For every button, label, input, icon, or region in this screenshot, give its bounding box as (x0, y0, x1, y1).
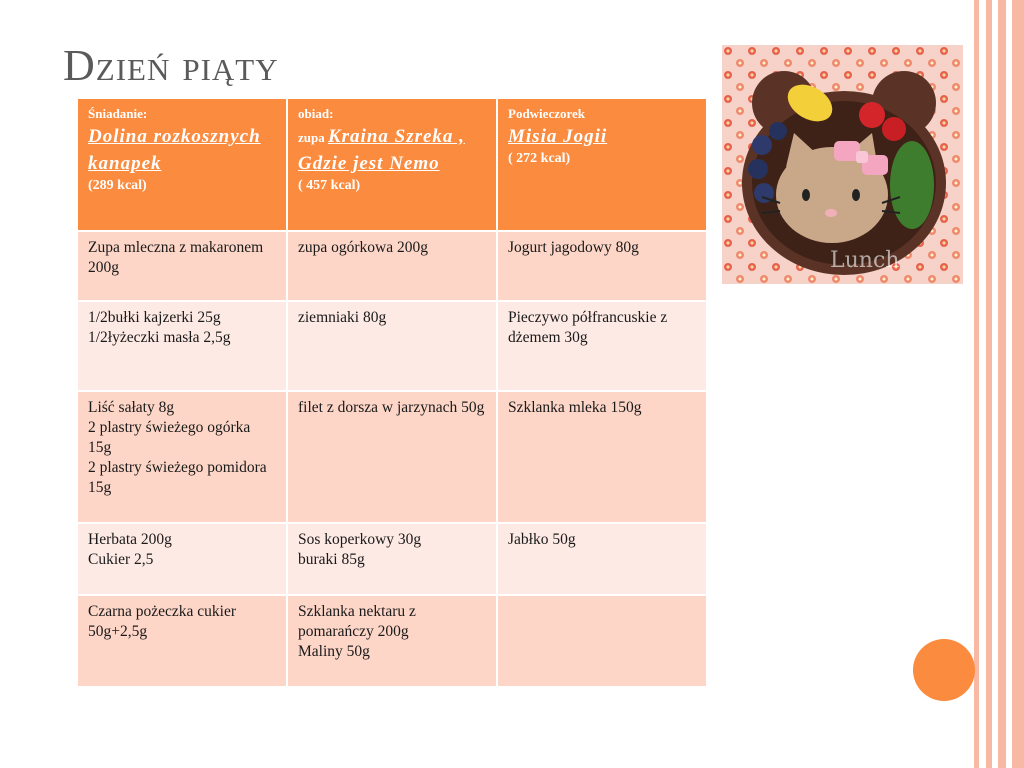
cell-line: Szklanka nektaru z pomarańczy 200g (298, 603, 416, 640)
table-cell (287, 231, 497, 301)
cell-line: Herbata 200g (88, 531, 172, 548)
decorative-stripes (974, 0, 1024, 768)
breakfast-link[interactable]: Dolina rozkosznych kanapek (88, 126, 261, 174)
snack-link[interactable]: Misia Jogii (508, 126, 608, 147)
table-row (77, 523, 707, 595)
table-cell (287, 301, 497, 391)
cell-line: Czarna pożeczka cukier 50g+2,5g (88, 603, 237, 640)
table-cell (497, 523, 707, 595)
cell-line: zupa ogórkowa 200g (298, 239, 428, 256)
header-kcal: ( 457 kcal) (298, 178, 361, 193)
decorative-circle (913, 639, 975, 701)
cell-line: Cukier 2,5 (88, 551, 154, 568)
cell-line: Sos koperkowy 30g (298, 531, 422, 548)
cell-line: buraki 85g (298, 551, 365, 568)
header-breakfast (77, 98, 287, 231)
table-cell (287, 523, 497, 595)
page-title: Dzień piąty (63, 41, 279, 90)
header-kcal: (289 kcal) (88, 178, 147, 193)
bento-photo (722, 45, 963, 284)
cell-line: 1/2bułki kajzerki 25g (88, 309, 221, 326)
table-row (77, 595, 707, 687)
cell-line: Pieczywo półfrancuskie z dżemem 30g (508, 309, 668, 346)
header-snack (497, 98, 707, 231)
table-cell (287, 391, 497, 523)
meal-table (76, 97, 708, 688)
header-row (77, 98, 707, 231)
table-cell (77, 595, 287, 687)
photo-watermark: Lunch (830, 248, 900, 273)
header-lunch (287, 98, 497, 231)
cell-line: 2 plastry świeżego ogórka 15g (88, 419, 251, 456)
table-cell (497, 595, 707, 687)
table-cell (77, 231, 287, 301)
header-label: Podwieczorek (508, 106, 586, 121)
cell-line: Jabłko 50g (508, 531, 576, 548)
cell-line: 2 plastry świeżego pomidora 15g (88, 459, 267, 496)
lunch-link[interactable]: Kraina Szreka , Gdzie jest Nemo (298, 126, 465, 174)
table-cell (77, 391, 287, 523)
table-cell (77, 301, 287, 391)
header-kcal: ( 272 kcal) (508, 151, 571, 166)
table-cell (287, 595, 497, 687)
table-cell (497, 301, 707, 391)
cell-line: Szklanka mleka 150g (508, 399, 642, 416)
cell-line: filet z dorsza w jarzynach 50g (298, 399, 485, 416)
table-row (77, 231, 707, 301)
header-label: Śniadanie: (88, 106, 148, 121)
table-cell (497, 231, 707, 301)
cell-line: Zupa mleczna z makaronem 200g (88, 239, 264, 276)
header-label: obiad: (298, 106, 334, 121)
cell-line: Liść sałaty 8g (88, 399, 175, 416)
table-cell (77, 523, 287, 595)
header-prefix: zupa (298, 130, 328, 145)
table-row (77, 301, 707, 391)
cell-line: ziemniaki 80g (298, 309, 387, 326)
cell-line: Maliny 50g (298, 643, 370, 660)
table-row (77, 391, 707, 523)
cell-line: 1/2łyżeczki masła 2,5g (88, 329, 231, 346)
cell-line: Jogurt jagodowy 80g (508, 239, 639, 256)
table-cell (497, 391, 707, 523)
